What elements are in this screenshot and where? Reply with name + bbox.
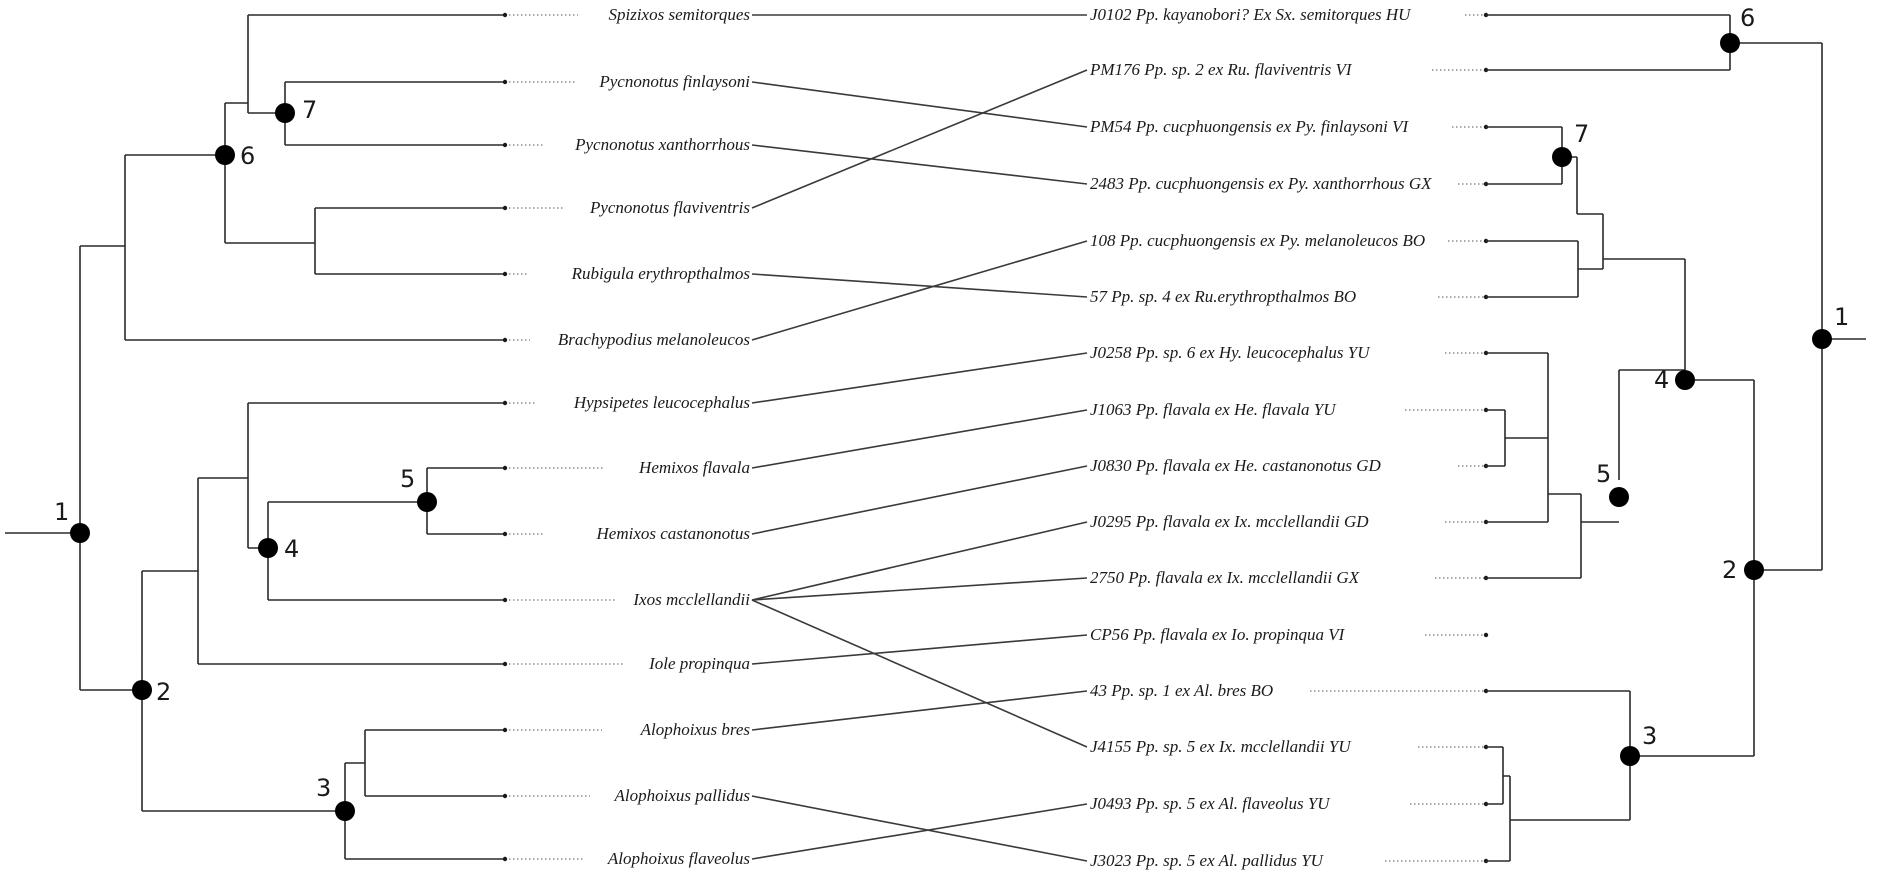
host-node-label: 5: [400, 465, 416, 493]
parasite-taxon-label: 57 Pp. sp. 4 ex Ru.erythropthalmos BO: [1090, 287, 1357, 306]
host-taxon-label: Hemixos flavala: [639, 458, 750, 477]
host-taxa: [558, 5, 751, 868]
parasite-node: [1744, 560, 1764, 580]
host-taxon-label: Hemixos castanonotus: [596, 524, 750, 543]
parasite-dotted-leaders: [1310, 15, 1484, 861]
host-node: [70, 523, 90, 543]
parasite-tree-branches: [1486, 15, 1866, 861]
host-node-label: 2: [156, 678, 172, 706]
host-node-label: 7: [302, 96, 318, 124]
host-taxon-label: Iole propinqua: [649, 654, 750, 673]
host-node: [335, 801, 355, 821]
parasite-taxon-label: J0295 Pp. flavala ex Ix. mcclellandii GD: [1090, 512, 1369, 531]
host-taxon-label: Alophoixus flaveolus: [607, 849, 750, 868]
host-taxon-label: Alophoixus pallidus: [614, 786, 750, 805]
host-taxon-label: Pycnonotus flaviventris: [589, 198, 750, 217]
host-node: [132, 680, 152, 700]
host-node: [417, 492, 437, 512]
parasite-taxon-label: 2750 Pp. flavala ex Ix. mcclellandii GX: [1090, 568, 1360, 587]
tip-marker: [503, 794, 507, 798]
parasite-taxon-label: J0830 Pp. flavala ex He. castanonotus GD: [1090, 456, 1381, 475]
parasite-taxon-label: J3023 Pp. sp. 5 ex Al. pallidus YU: [1090, 851, 1323, 870]
host-node: [275, 103, 295, 123]
host-taxon-label: Brachypodius melanoleucos: [557, 330, 750, 349]
tip-marker: [503, 728, 507, 732]
host-node: [215, 145, 235, 165]
tip-marker: [503, 13, 507, 17]
host-parasite-associations: [752, 15, 1087, 861]
parasite-tree: [1089, 4, 1866, 870]
tip-marker: [503, 338, 507, 342]
parasite-node-label: 6: [1740, 4, 1756, 32]
host-tips: [503, 13, 507, 861]
parasite-node: [1675, 370, 1695, 390]
host-node-label: 6: [240, 142, 256, 170]
tip-marker: [503, 401, 507, 405]
host-taxon-label: Ixos mcclellandii: [633, 590, 750, 609]
tip-marker: [503, 532, 507, 536]
parasite-node-label: 1: [1834, 303, 1850, 331]
parasite-taxon-label: 2483 Pp. cucphuongensis ex Py. xanthorrhous GX: [1090, 174, 1432, 193]
tip-marker: [503, 857, 507, 861]
tip-marker: [1484, 633, 1488, 637]
parasite-node-label: 7: [1574, 120, 1590, 148]
parasite-nodes: [1552, 33, 1832, 766]
parasite-node-label: 5: [1596, 460, 1612, 488]
parasite-node: [1812, 329, 1832, 349]
parasite-node-label: 4: [1654, 366, 1670, 394]
host-taxon-label: Hypsipetes leucocephalus: [573, 393, 750, 412]
parasite-taxon-label: CP56 Pp. flavala ex Io. propinqua VI: [1090, 625, 1345, 644]
parasite-node: [1609, 487, 1629, 507]
host-node-label: 3: [316, 774, 332, 802]
parasite-node: [1620, 746, 1640, 766]
host-node-label: 1: [54, 498, 70, 526]
tip-marker: [503, 80, 507, 84]
parasite-taxon-label: PM54 Pp. cucphuongensis ex Py. finlaysoni VI: [1090, 117, 1409, 136]
tip-marker: [503, 272, 507, 276]
host-node: [258, 538, 278, 558]
parasite-node-labels: [1574, 4, 1849, 750]
tip-marker: [503, 206, 507, 210]
tip-marker: [503, 143, 507, 147]
parasite-node-label: 3: [1642, 722, 1658, 750]
host-tree: [5, 5, 750, 868]
tip-marker: [503, 662, 507, 666]
host-taxon-label: Pycnonotus finlaysoni: [599, 72, 750, 91]
parasite-taxon-label: J0102 Pp. kayanobori? Ex Sx. semitorques HU: [1090, 5, 1411, 24]
parasite-taxon-label: J4155 Pp. sp. 5 ex Ix. mcclellandii YU: [1090, 737, 1351, 756]
host-node-label: 4: [284, 535, 300, 563]
parasite-node: [1720, 33, 1740, 53]
tip-marker: [503, 598, 507, 602]
tip-marker: [503, 466, 507, 470]
host-node-labels: [54, 96, 415, 802]
parasite-taxon-label: 43 Pp. sp. 1 ex Al. bres BO: [1090, 681, 1274, 700]
host-taxon-label: Spizixos semitorques: [608, 5, 750, 24]
parasite-taxa: [1089, 5, 1432, 870]
parasite-taxon-label: J1063 Pp. flavala ex He. flavala YU: [1090, 400, 1336, 419]
parasite-node-label: 2: [1722, 556, 1738, 584]
parasite-taxon-label: PM176 Pp. sp. 2 ex Ru. flaviventris VI: [1090, 60, 1352, 79]
parasite-node: [1552, 147, 1572, 167]
parasite-taxon-label: J0258 Pp. sp. 6 ex Hy. leucocephalus YU: [1090, 343, 1370, 362]
host-taxon-label: Alophoixus bres: [640, 720, 750, 739]
host-taxon-label: Pycnonotus xanthorrhous: [575, 135, 750, 154]
parasite-taxon-label: J0493 Pp. sp. 5 ex Al. flaveolus YU: [1090, 794, 1330, 813]
parasite-taxon-label: 108 Pp. cucphuongensis ex Py. melanoleucos BO: [1090, 231, 1426, 250]
host-taxon-label: Rubigula erythropthalmos: [571, 264, 750, 283]
parasite-tips: [1484, 13, 1488, 863]
